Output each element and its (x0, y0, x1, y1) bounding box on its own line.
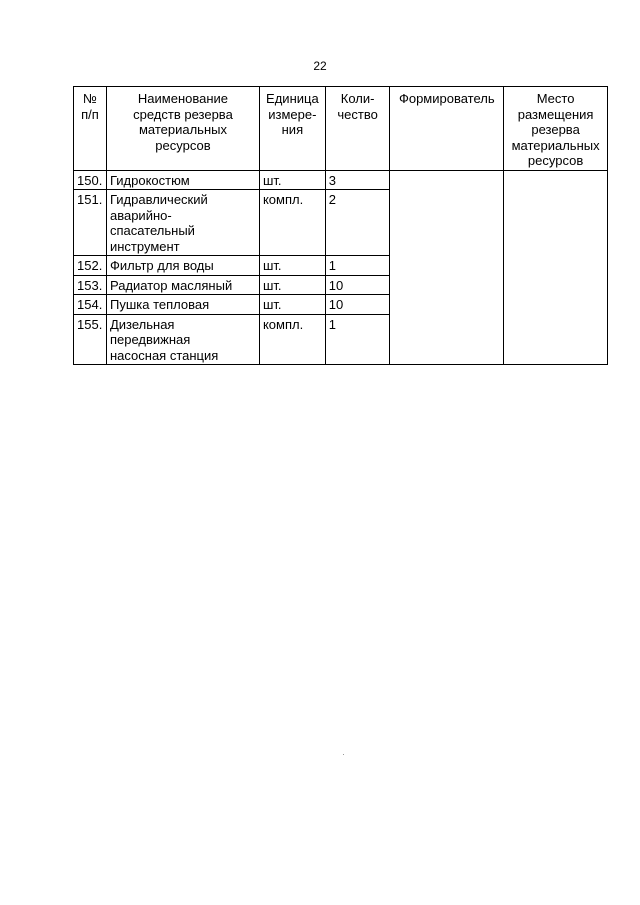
row-quantity: 1 (325, 256, 390, 276)
header-name: Наименование средств резерва материальных ресурсов (106, 87, 259, 171)
row-number: 154. (74, 295, 107, 315)
row-name: Пушка тепловая (106, 295, 259, 315)
row-name: Фильтр для воды (106, 256, 259, 276)
row-quantity: 10 (325, 295, 390, 315)
header-number: № п/п (74, 87, 107, 171)
header-former: Формирователь (390, 87, 504, 171)
row-unit: шт. (259, 275, 325, 295)
row-number: 150. (74, 170, 107, 190)
row-number: 155. (74, 314, 107, 365)
row-number: 151. (74, 190, 107, 256)
row-unit: шт. (259, 170, 325, 190)
page-number: 22 (313, 59, 327, 73)
row-quantity: 3 (325, 170, 390, 190)
row-unit: шт. (259, 256, 325, 276)
header-quantity: Коли- чество (325, 87, 390, 171)
placement-cell (504, 170, 608, 365)
row-name: Дизельная передвижная насосная станция (106, 314, 259, 365)
scan-speck (343, 754, 344, 755)
row-name: Гидрокостюм (106, 170, 259, 190)
former-cell (390, 170, 504, 365)
row-unit: компл. (259, 190, 325, 256)
row-quantity: 10 (325, 275, 390, 295)
row-unit: шт. (259, 295, 325, 315)
row-number: 153. (74, 275, 107, 295)
row-quantity: 1 (325, 314, 390, 365)
header-placement: Место размещения резерва материальных ресурсов (504, 87, 608, 171)
header-unit: Единица измере- ния (259, 87, 325, 171)
row-name: Гидравлический аварийно- спасательный инструмент (106, 190, 259, 256)
row-unit: компл. (259, 314, 325, 365)
row-quantity: 2 (325, 190, 390, 256)
reserve-resources-table (73, 86, 608, 365)
row-name: Радиатор масляный (106, 275, 259, 295)
row-number: 152. (74, 256, 107, 276)
table-header-row (74, 87, 608, 171)
table-row (74, 170, 608, 190)
